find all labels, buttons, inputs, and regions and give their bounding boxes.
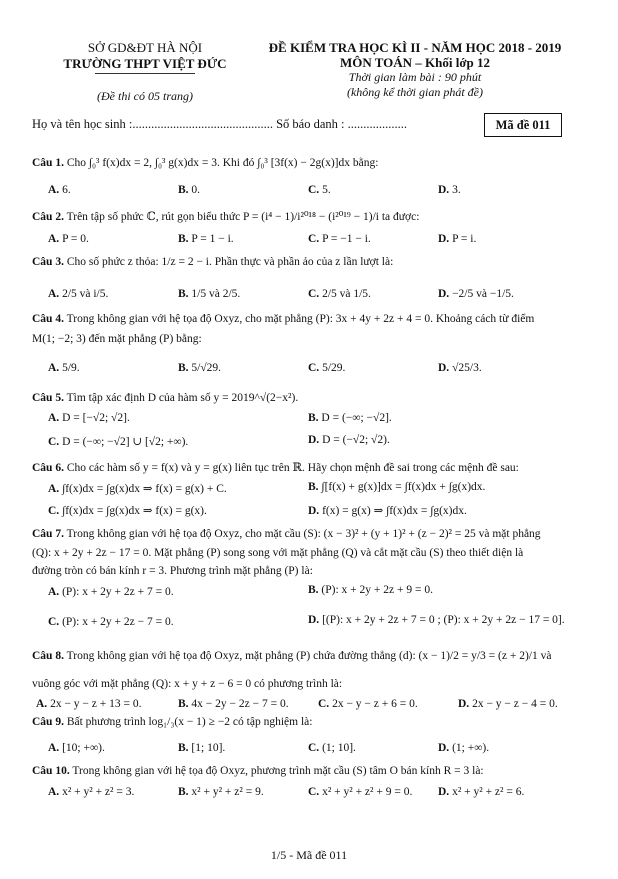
q2-option-a xyxy=(48,233,89,245)
option-text: 1/5 và 2/5. xyxy=(191,288,241,300)
question-label: Câu 7. xyxy=(32,528,64,540)
q10-option-c xyxy=(308,786,412,798)
question-text: Trong không gian với hệ tọa độ Oxyz, cho mặt phẳng (P): 3x + 4y + 2z + 4 = 0. Khoảng cách từ điểm xyxy=(66,313,535,325)
question-text: Trên tập số phức ℂ, rút gọn biểu thức P = (i⁴ − 1)/i²⁰¹⁸ − (i²⁰¹⁹ − 1)/i ta được: xyxy=(66,211,420,223)
option-letter: A. xyxy=(48,288,63,300)
option-text: ∫f(x)dx = ∫g(x)dx ⇒ f(x) = g(x) + C. xyxy=(62,483,227,495)
option-text: √25/3. xyxy=(452,362,482,374)
question-3 xyxy=(32,256,393,268)
q1-option-a xyxy=(48,184,71,196)
question-6 xyxy=(32,460,519,474)
school-underline xyxy=(95,73,195,74)
option-letter: A. xyxy=(48,483,63,495)
option-text: P = 1 − i. xyxy=(191,233,234,245)
option-text: 6. xyxy=(62,184,71,196)
q3-option-a xyxy=(48,288,108,300)
header-right xyxy=(255,40,575,100)
option-letter: D. xyxy=(308,434,323,446)
option-text: P = −1 − i. xyxy=(322,233,371,245)
option-text: [10; +∞). xyxy=(62,742,105,754)
question-7-cont2: đường tròn có bán kính r = 3. Phương trình mặt phẳng (P) là: xyxy=(32,565,313,577)
q1-option-b xyxy=(178,184,200,196)
option-letter: D. xyxy=(308,505,323,517)
q3-option-c xyxy=(308,288,371,300)
q6-option-b xyxy=(308,481,485,493)
q7-option-a xyxy=(48,586,174,598)
question-7 xyxy=(32,528,541,540)
q10-option-a xyxy=(48,786,134,798)
subject-title: MÔN TOÁN – Khối lớp 12 xyxy=(339,55,491,70)
option-letter: C. xyxy=(308,233,323,245)
page-count-note: (Đề thi có 05 trang) xyxy=(97,89,193,103)
question-4-cont: M(1; −2; 3) đến mặt phẳng (P) bằng: xyxy=(32,333,202,345)
option-text: f(x) = g(x) ⇒ ∫f(x)dx = ∫g(x)dx. xyxy=(322,505,467,517)
question-text: Cho ∫₀³ f(x)dx = 2, ∫₀³ g(x)dx = 3. Khi đó ∫₀³ [3f(x) − 2g(x)]dx bằng: xyxy=(66,157,379,169)
option-letter: A. xyxy=(36,698,51,710)
question-text: Cho các hàm số y = f(x) và y = g(x) liên tục trên ℝ. Hãy chọn mệnh đề sai trong các mệnh đề sau: xyxy=(66,462,519,474)
question-text: Trong không gian với hệ tọa độ Oxyz, cho mặt cầu (S): (x − 3)² + (y + 1)² + (z − 2)² = 25 và mặt phẳng xyxy=(66,528,541,540)
option-letter: A. xyxy=(48,362,63,374)
q2-option-c xyxy=(308,233,371,245)
q5-option-d xyxy=(308,434,390,446)
option-letter: C. xyxy=(308,288,323,300)
question-10 xyxy=(32,765,484,777)
option-text: D = (−√2; √2). xyxy=(322,434,390,446)
q1-option-c xyxy=(308,184,331,196)
q9-option-a xyxy=(48,742,105,754)
option-letter: A. xyxy=(48,742,63,754)
option-text: (P): x + 2y + 2z − 7 = 0. xyxy=(62,616,174,628)
option-text: 4x − 2y − 2z − 7 = 0. xyxy=(191,698,289,710)
question-label: Câu 1. xyxy=(32,157,64,169)
option-text: D = [−√2; √2]. xyxy=(62,412,130,424)
q7-option-d xyxy=(308,614,608,626)
question-label: Câu 10. xyxy=(32,765,70,777)
option-letter: B. xyxy=(308,481,322,493)
option-letter: C. xyxy=(308,362,323,374)
option-text: (1; +∞). xyxy=(452,742,490,754)
option-text: 0. xyxy=(191,184,201,196)
option-text: ∫f(x)dx = ∫g(x)dx ⇒ f(x) = g(x). xyxy=(62,505,207,517)
option-text: 3. xyxy=(452,184,461,196)
option-letter: D. xyxy=(438,184,453,196)
question-label: Câu 2. xyxy=(32,211,64,223)
option-letter: B. xyxy=(308,412,322,424)
option-text: (1; 10]. xyxy=(322,742,356,754)
q5-option-a xyxy=(48,412,130,424)
option-text: 5/√29. xyxy=(191,362,222,374)
student-info-line: Họ và tên học sinh :............................................. Số báo danh : ................... xyxy=(32,117,407,131)
q3-option-d xyxy=(438,288,514,300)
option-letter: C. xyxy=(308,786,323,798)
question-label: Câu 8. xyxy=(32,650,64,662)
option-letter: D. xyxy=(438,233,453,245)
q2-option-b xyxy=(178,233,234,245)
option-text: D = (−∞; −√2] ∪ [√2; +∞). xyxy=(62,436,189,448)
q5-option-c xyxy=(48,434,188,448)
q4-option-d xyxy=(438,362,482,374)
question-label: Câu 3. xyxy=(32,256,64,268)
option-text: x² + y² + z² = 6. xyxy=(452,786,525,798)
question-text: Tìm tập xác định D của hàm số y = 2019^√(2−x²). xyxy=(66,392,299,404)
option-letter: C. xyxy=(48,616,63,628)
q2-option-d xyxy=(438,233,476,245)
option-letter: C. xyxy=(318,698,333,710)
option-letter: A. xyxy=(48,586,63,598)
question-1 xyxy=(32,157,378,169)
dept-name: SỞ GD&ĐT HÀ NỘI xyxy=(87,40,203,55)
question-label: Câu 4. xyxy=(32,313,64,325)
option-letter: D. xyxy=(308,614,323,626)
question-7-cont: (Q): x + 2y + 2z − 17 = 0. Mặt phẳng (P) song song với mặt phẳng (Q) và cắt mặt cầu (S) theo thiết diện là xyxy=(32,547,524,559)
q8-option-a xyxy=(36,698,141,710)
question-label: Câu 5. xyxy=(32,392,64,404)
q6-option-d xyxy=(308,503,467,517)
option-text: 2x − y − z − 4 = 0. xyxy=(472,698,558,710)
question-8 xyxy=(32,650,551,662)
option-letter: B. xyxy=(178,362,192,374)
q1-option-d xyxy=(438,184,461,196)
q4-option-a xyxy=(48,362,80,374)
q7-option-b xyxy=(308,584,433,596)
option-letter: D. xyxy=(438,362,453,374)
option-letter: B. xyxy=(178,698,192,710)
time-note: (không kể thời gian phát đề) xyxy=(346,85,484,99)
option-letter: A. xyxy=(48,786,63,798)
option-letter: A. xyxy=(48,412,63,424)
option-letter: C. xyxy=(308,184,323,196)
question-text: Cho số phức z thỏa: 1/z = 2 − i. Phần thực và phần ảo của z lần lượt là: xyxy=(66,256,394,268)
q9-option-b xyxy=(178,742,225,754)
q3-option-b xyxy=(178,288,240,300)
exam-code-box: Mã đề 011 xyxy=(484,113,562,137)
option-text: 2x − y − z + 6 = 0. xyxy=(332,698,418,710)
question-text: Trong không gian với hệ tọa độ Oxyz, mặt phẳng (P) chứa đường thẳng (d): (x − 1)/2 = y/3 = (z + 2)/1 và xyxy=(66,650,552,662)
option-text: −2/5 và −1/5. xyxy=(452,288,514,300)
q8-option-b xyxy=(178,698,289,710)
question-label: Câu 9. xyxy=(32,716,64,728)
question-8-cont: vuông góc với mặt phẳng (Q): x + y + z − 6 = 0 có phương trình là: xyxy=(32,678,343,690)
q6-option-a xyxy=(48,481,227,495)
q8-option-c xyxy=(318,698,418,710)
q9-option-c xyxy=(308,742,356,754)
option-text: x² + y² + z² + 9 = 0. xyxy=(322,786,413,798)
option-letter: B. xyxy=(178,742,192,754)
option-text: 2/5 và 1/5. xyxy=(322,288,371,300)
option-text: x² + y² + z² = 3. xyxy=(62,786,135,798)
question-5 xyxy=(32,392,298,404)
question-4 xyxy=(32,313,534,325)
question-2 xyxy=(32,209,419,223)
option-text: P = i. xyxy=(452,233,477,245)
q9-option-d xyxy=(438,742,489,754)
school-name: TRƯỜNG THPT VIỆT ĐỨC xyxy=(63,56,227,71)
option-text: 5. xyxy=(322,184,331,196)
question-label: Câu 6. xyxy=(32,462,64,474)
option-letter: D. xyxy=(438,288,453,300)
option-letter: B. xyxy=(178,288,192,300)
option-text: (P): x + 2y + 2z + 9 = 0. xyxy=(321,584,433,596)
option-text: x² + y² + z² = 9. xyxy=(191,786,264,798)
option-letter: B. xyxy=(308,584,322,596)
option-text: D = (−∞; −√2]. xyxy=(321,412,392,424)
q10-option-b xyxy=(178,786,264,798)
q7-option-c xyxy=(48,616,174,628)
header-left xyxy=(45,40,245,104)
option-text: P = 0. xyxy=(62,233,89,245)
question-text: Bất phương trình log₁/₃(x − 1) ≥ −2 có tập nghiệm là: xyxy=(66,716,313,728)
option-text: 2/5 và i/5. xyxy=(62,288,109,300)
option-letter: A. xyxy=(48,184,63,196)
option-letter: D. xyxy=(438,742,453,754)
option-letter: C. xyxy=(48,436,63,448)
option-text: [(P): x + 2y + 2z + 7 = 0 ; (P): x + 2y + 2z − 17 = 0]. xyxy=(322,614,565,626)
time-limit: Thời gian làm bài : 90 phút xyxy=(348,70,482,84)
q5-option-b xyxy=(308,412,392,424)
q4-option-c xyxy=(308,362,345,374)
question-text: Trong không gian với hệ tọa độ Oxyz, phương trình mặt cầu (S) tâm O bán kính R = 3 là: xyxy=(72,765,484,777)
option-letter: D. xyxy=(458,698,473,710)
option-text: 5/9. xyxy=(62,362,80,374)
option-letter: B. xyxy=(178,233,192,245)
q10-option-d xyxy=(438,786,524,798)
exam-title: ĐỀ KIỂM TRA HỌC KÌ II - NĂM HỌC 2018 - 2019 xyxy=(268,40,562,55)
option-text: [1; 10]. xyxy=(191,742,226,754)
option-text: ∫[f(x) + g(x)]dx = ∫f(x)dx + ∫g(x)dx. xyxy=(321,481,486,493)
option-letter: B. xyxy=(178,786,192,798)
page-footer: 1/5 - Mã đề 011 xyxy=(270,848,348,862)
question-9 xyxy=(32,716,312,728)
option-letter: B. xyxy=(178,184,192,196)
option-text: 2x − y − z + 13 = 0. xyxy=(50,698,142,710)
option-letter: A. xyxy=(48,233,63,245)
q8-option-d xyxy=(458,698,558,710)
option-letter: C. xyxy=(48,505,63,517)
option-text: 5/29. xyxy=(322,362,346,374)
option-letter: D. xyxy=(438,786,453,798)
q4-option-b xyxy=(178,362,221,374)
option-letter: C. xyxy=(308,742,323,754)
option-text: (P): x + 2y + 2z + 7 = 0. xyxy=(62,586,174,598)
q6-option-c xyxy=(48,503,207,517)
